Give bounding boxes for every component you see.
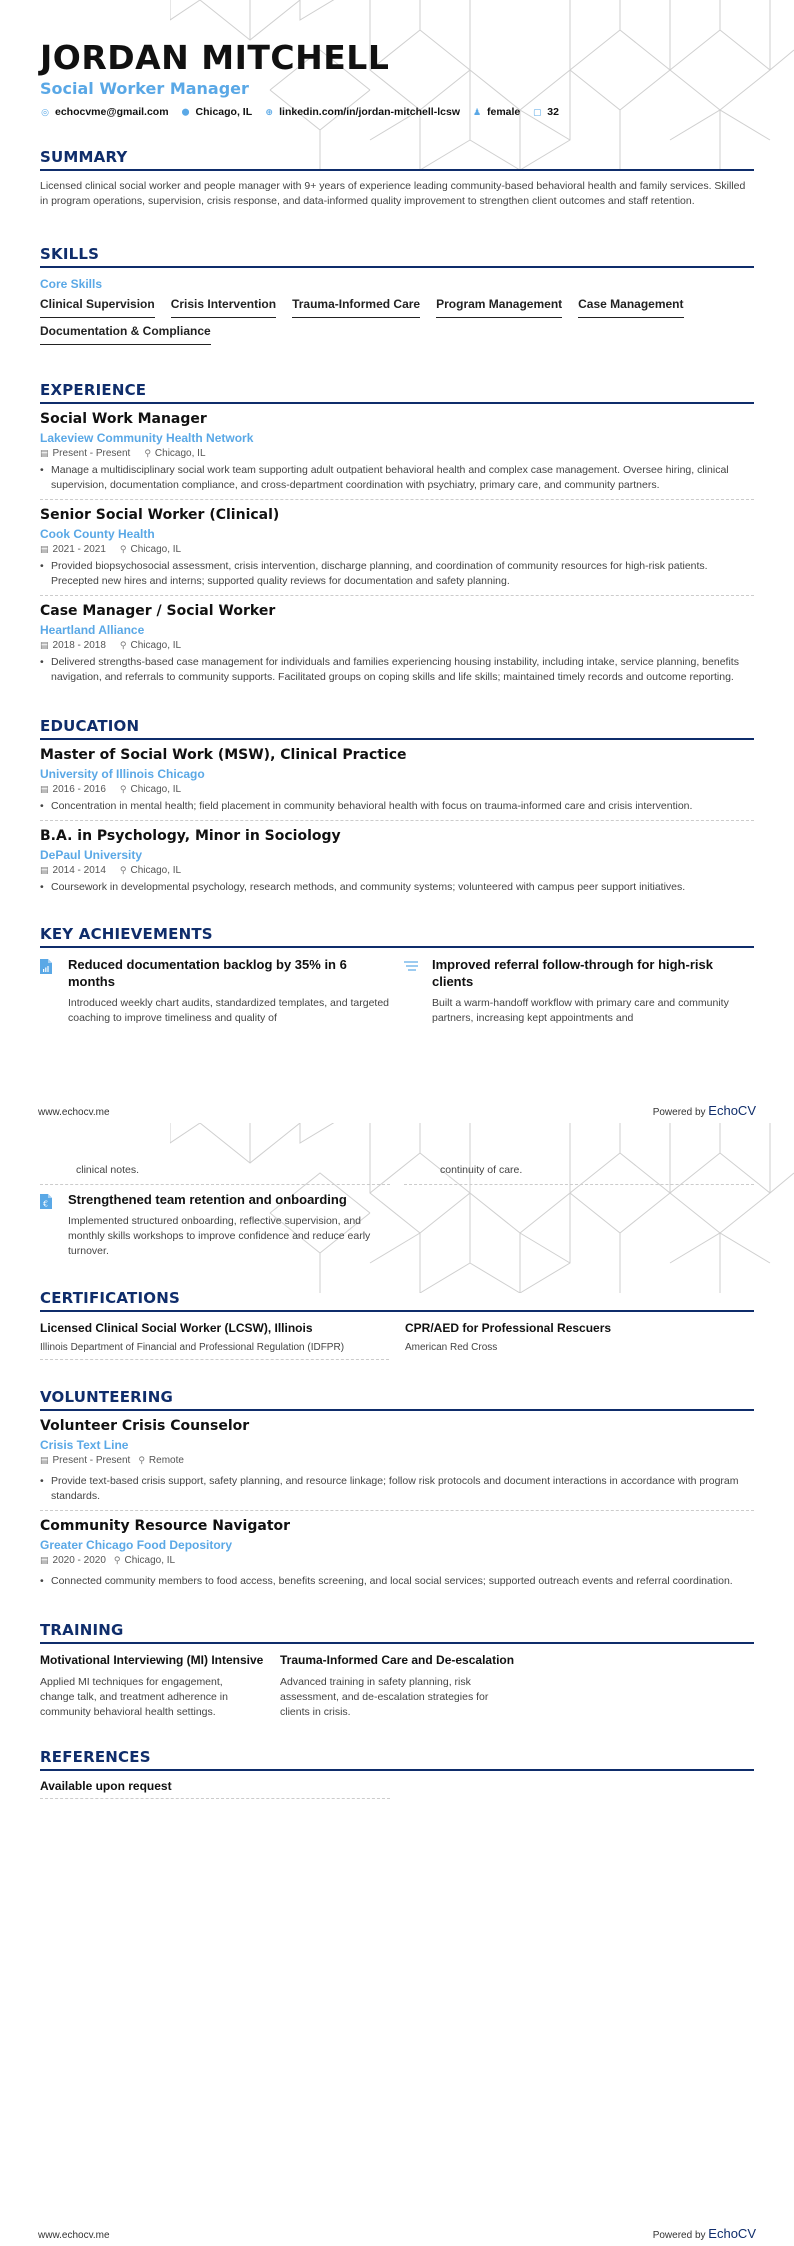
section-heading: CERTIFICATIONS [40,1289,754,1312]
chart-file-icon [40,956,54,1026]
section-heading: SUMMARY [40,148,754,171]
entry-title: Senior Social Worker (Clinical) [40,507,280,523]
calendar-icon: ▤ [40,1455,49,1465]
certification-item [40,1320,389,1360]
skills-section [40,245,754,345]
achievement-item [40,956,390,1032]
footer-powered-by: Powered by EchoCV [652,2226,756,2241]
experience-entry [40,596,754,691]
contact-gender: ♟ female [472,106,521,118]
education-section [40,717,754,901]
contact-email[interactable]: ◎ echocvme@gmail.com [41,106,169,118]
entry-title: B.A. in Psychology, Minor in Sociology [40,828,341,844]
skill-tag: Clinical Supervision [40,297,155,318]
education-entry [40,740,754,821]
email-icon: ◎ [41,106,49,117]
person-icon: ♟ [472,106,482,117]
achievement-title: Strengthened team retention and onboarding [68,1192,347,1207]
entry-bullet: • Provided biopsychosocial assessment, crisis intervention, discharge planning, and coordination of community resources for high-risk patients. Precepted new hires and interns; supported quality reviews for documentation and safety planning. [40,559,754,589]
achievement-description: Introduced weekly chart audits, standardized templates, and targeted coaching to improve timeliness and quality of [68,997,390,1024]
entry-dates: Present - Present [52,1455,131,1466]
entry-bullet: • Manage a multidisciplinary social work team supporting adult outpatient behavioral health and complex case management. Oversee hiring, clinical supervision, documentation compliance, and cross-department coordination with psychiatry, primary care, and community partners. [40,463,754,493]
entry-title: Social Work Manager [40,411,207,427]
achievements-section [40,925,754,1032]
entry-bullet: • Delivered strengths-based case management for individuals and families experiencing housing instability, including intake, service planning, benefits navigation, and referrals to community supports. Facilitated groups on coping skills and life skills; maintained timely records and outcome reporting. [40,655,754,685]
entry-location: Chicago, IL [130,865,182,876]
certifications-section [40,1289,754,1360]
entry-bullet: • Concentration in mental health; field placement in community behavioral health with focus on trauma-informed care and crisis intervention. [40,799,754,814]
location-icon: ⚲ [119,784,127,794]
skill-tag: Program Management [436,297,562,318]
entry-organization: Greater Chicago Food Depository [40,1538,233,1552]
entry-title: Case Manager / Social Worker [40,603,276,619]
section-heading: KEY ACHIEVEMENTS [40,925,754,948]
training-description: Applied MI techniques for engagement, change talk, and treatment adherence in community behavioral health settings. [40,1676,228,1718]
references-section [40,1748,754,1799]
contact-bar [40,106,754,118]
contact-location: ⬤ Chicago, IL [181,106,253,118]
footer-brand[interactable]: EchoCV [708,2226,756,2241]
entry-dates: 2014 - 2014 [52,865,106,876]
achievement-item [40,1191,390,1265]
location-icon: ⚲ [144,448,151,458]
money-file-icon [40,1191,54,1259]
entry-dates: 2021 - 2021 [52,544,106,555]
candidate-job-title: Social Worker Manager [40,79,249,98]
entry-organization: Crisis Text Line [40,1438,129,1452]
achievement-title: Reduced documentation backlog by 35% in 6 months [68,957,347,989]
experience-entry [40,404,754,500]
training-item [280,1652,520,1720]
skill-tag: Trauma-Informed Care [292,297,420,318]
entry-dates: Present - Present [52,448,131,459]
section-heading: VOLUNTEERING [40,1388,754,1411]
section-heading: EXPERIENCE [40,381,754,404]
certification-title: CPR/AED for Professional Rescuers [405,1321,612,1335]
entry-dates: 2018 - 2018 [52,640,106,651]
section-heading: TRAINING [40,1621,754,1644]
calendar-icon: ▤ [40,865,49,875]
achievements-continued [40,1163,754,1185]
entry-bullet: • Connected community members to food access, benefits screening, and local social services; supported outreach events and referral coordination. [40,1574,754,1589]
entry-organization: DePaul University [40,848,143,862]
location-icon: ⚲ [119,544,127,554]
entry-organization: Heartland Alliance [40,623,145,637]
location-icon: ⚲ [138,1455,145,1465]
footer-website[interactable]: www.echocv.me [38,2230,110,2241]
footer-website[interactable]: www.echocv.me [38,1107,110,1118]
experience-section [40,381,754,691]
calendar-icon: ▤ [40,640,49,650]
location-icon: ⚲ [119,865,127,875]
calendar-icon: ▤ [40,1555,49,1565]
achievement-description-continued: clinical notes. [76,1164,140,1176]
entry-location: Chicago, IL [124,1555,176,1566]
entry-title: Community Resource Navigator [40,1518,291,1534]
volunteering-entry [40,1511,754,1595]
references-text: Available upon request [40,1779,390,1799]
entry-title: Master of Social Work (MSW), Clinical Practice [40,747,407,763]
section-heading: REFERENCES [40,1748,754,1771]
entry-location: Chicago, IL [130,544,182,555]
calendar-icon: ▤ [40,544,49,554]
entry-bullet: • Provide text-based crisis support, safety planning, and resource linkage; follow risk protocols and document interactions in accordance with program standards. [40,1474,754,1504]
section-heading: EDUCATION [40,717,754,740]
education-entry [40,821,754,901]
certification-title: Licensed Clinical Social Worker (LCSW), Illinois [40,1321,313,1335]
achievement-item [404,956,754,1032]
summary-text: Licensed clinical social worker and people manager with 9+ years of experience leading community-based behavioral health and family services. Skilled in program operations, supervision, crisis response, and data-informed quality improvement to strengthen client outcomes and staff retention. [40,180,746,207]
achievement-description: Built a warm-handoff workflow with primary care and community partners, increasing kept appointments and [432,997,729,1024]
entry-dates: 2016 - 2016 [52,784,106,795]
skills-list [40,297,754,345]
entry-bullet: • Coursework in developmental psychology, research methods, and community systems; volunteered with campus peer support initiatives. [40,880,754,895]
location-icon: ⚲ [113,1555,121,1565]
experience-entry [40,500,754,596]
globe-icon: ⊕ [265,106,273,117]
location-icon: ⚲ [119,640,127,650]
achievement-title: Improved referral follow-through for high-risk clients [432,957,713,989]
candidate-name: JORDAN MITCHELL [40,38,390,77]
certification-issuer: Illinois Department of Financial and Professional Regulation (IDFPR) [40,1342,345,1353]
volunteering-entry [40,1411,754,1511]
entry-location: Chicago, IL [130,784,182,795]
resume-page-2 [0,1123,794,2246]
training-item [40,1652,280,1720]
entry-organization: University of Illinois Chicago [40,767,205,781]
section-heading: SKILLS [40,245,754,268]
location-icon: ⬤ [181,109,190,116]
calendar-icon: ▤ [40,784,49,794]
entry-location: Remote [148,1455,184,1466]
page-footer [38,2226,756,2241]
achievement-description-continued: continuity of care. [440,1164,523,1176]
training-section [40,1621,754,1720]
footer-powered-by: Powered by EchoCV [652,1103,756,1118]
training-title: Trauma-Informed Care and De-escalation [280,1653,515,1667]
page-footer [38,1103,756,1118]
calendar-icon: ▢ [533,106,542,117]
skill-tag: Documentation & Compliance [40,324,211,345]
summary-section [40,148,754,209]
footer-brand[interactable]: EchoCV [708,1103,756,1118]
certification-issuer: American Red Cross [405,1342,498,1353]
skills-group-label: Core Skills [40,277,103,291]
training-description: Advanced training in safety planning, risk assessment, and de-escalation strategies for clients in crisis. [280,1676,489,1718]
certification-item [405,1320,754,1360]
training-title: Motivational Interviewing (MI) Intensive [40,1653,264,1667]
svg-text:€: € [43,1199,49,1209]
entry-dates: 2020 - 2020 [52,1555,106,1566]
skill-tag: Crisis Intervention [171,297,276,318]
entry-location: Chicago, IL [130,640,182,651]
contact-linkedin[interactable]: ⊕ linkedin.com/in/jordan-mitchell-lcsw [265,106,460,118]
list-lines-icon [404,956,418,1026]
contact-age: ▢ 32 [533,106,559,118]
volunteering-section [40,1388,754,1595]
entry-location: Chicago, IL [154,448,206,459]
achievement-description: Implemented structured onboarding, reflective supervision, and monthly skills workshops to improve confidence and reduce early turnover. [68,1215,371,1257]
calendar-icon: ▤ [40,448,49,458]
entry-organization: Lakeview Community Health Network [40,431,254,445]
entry-title: Volunteer Crisis Counselor [40,1418,250,1434]
skill-tag: Case Management [578,297,683,318]
entry-organization: Cook County Health [40,527,155,541]
